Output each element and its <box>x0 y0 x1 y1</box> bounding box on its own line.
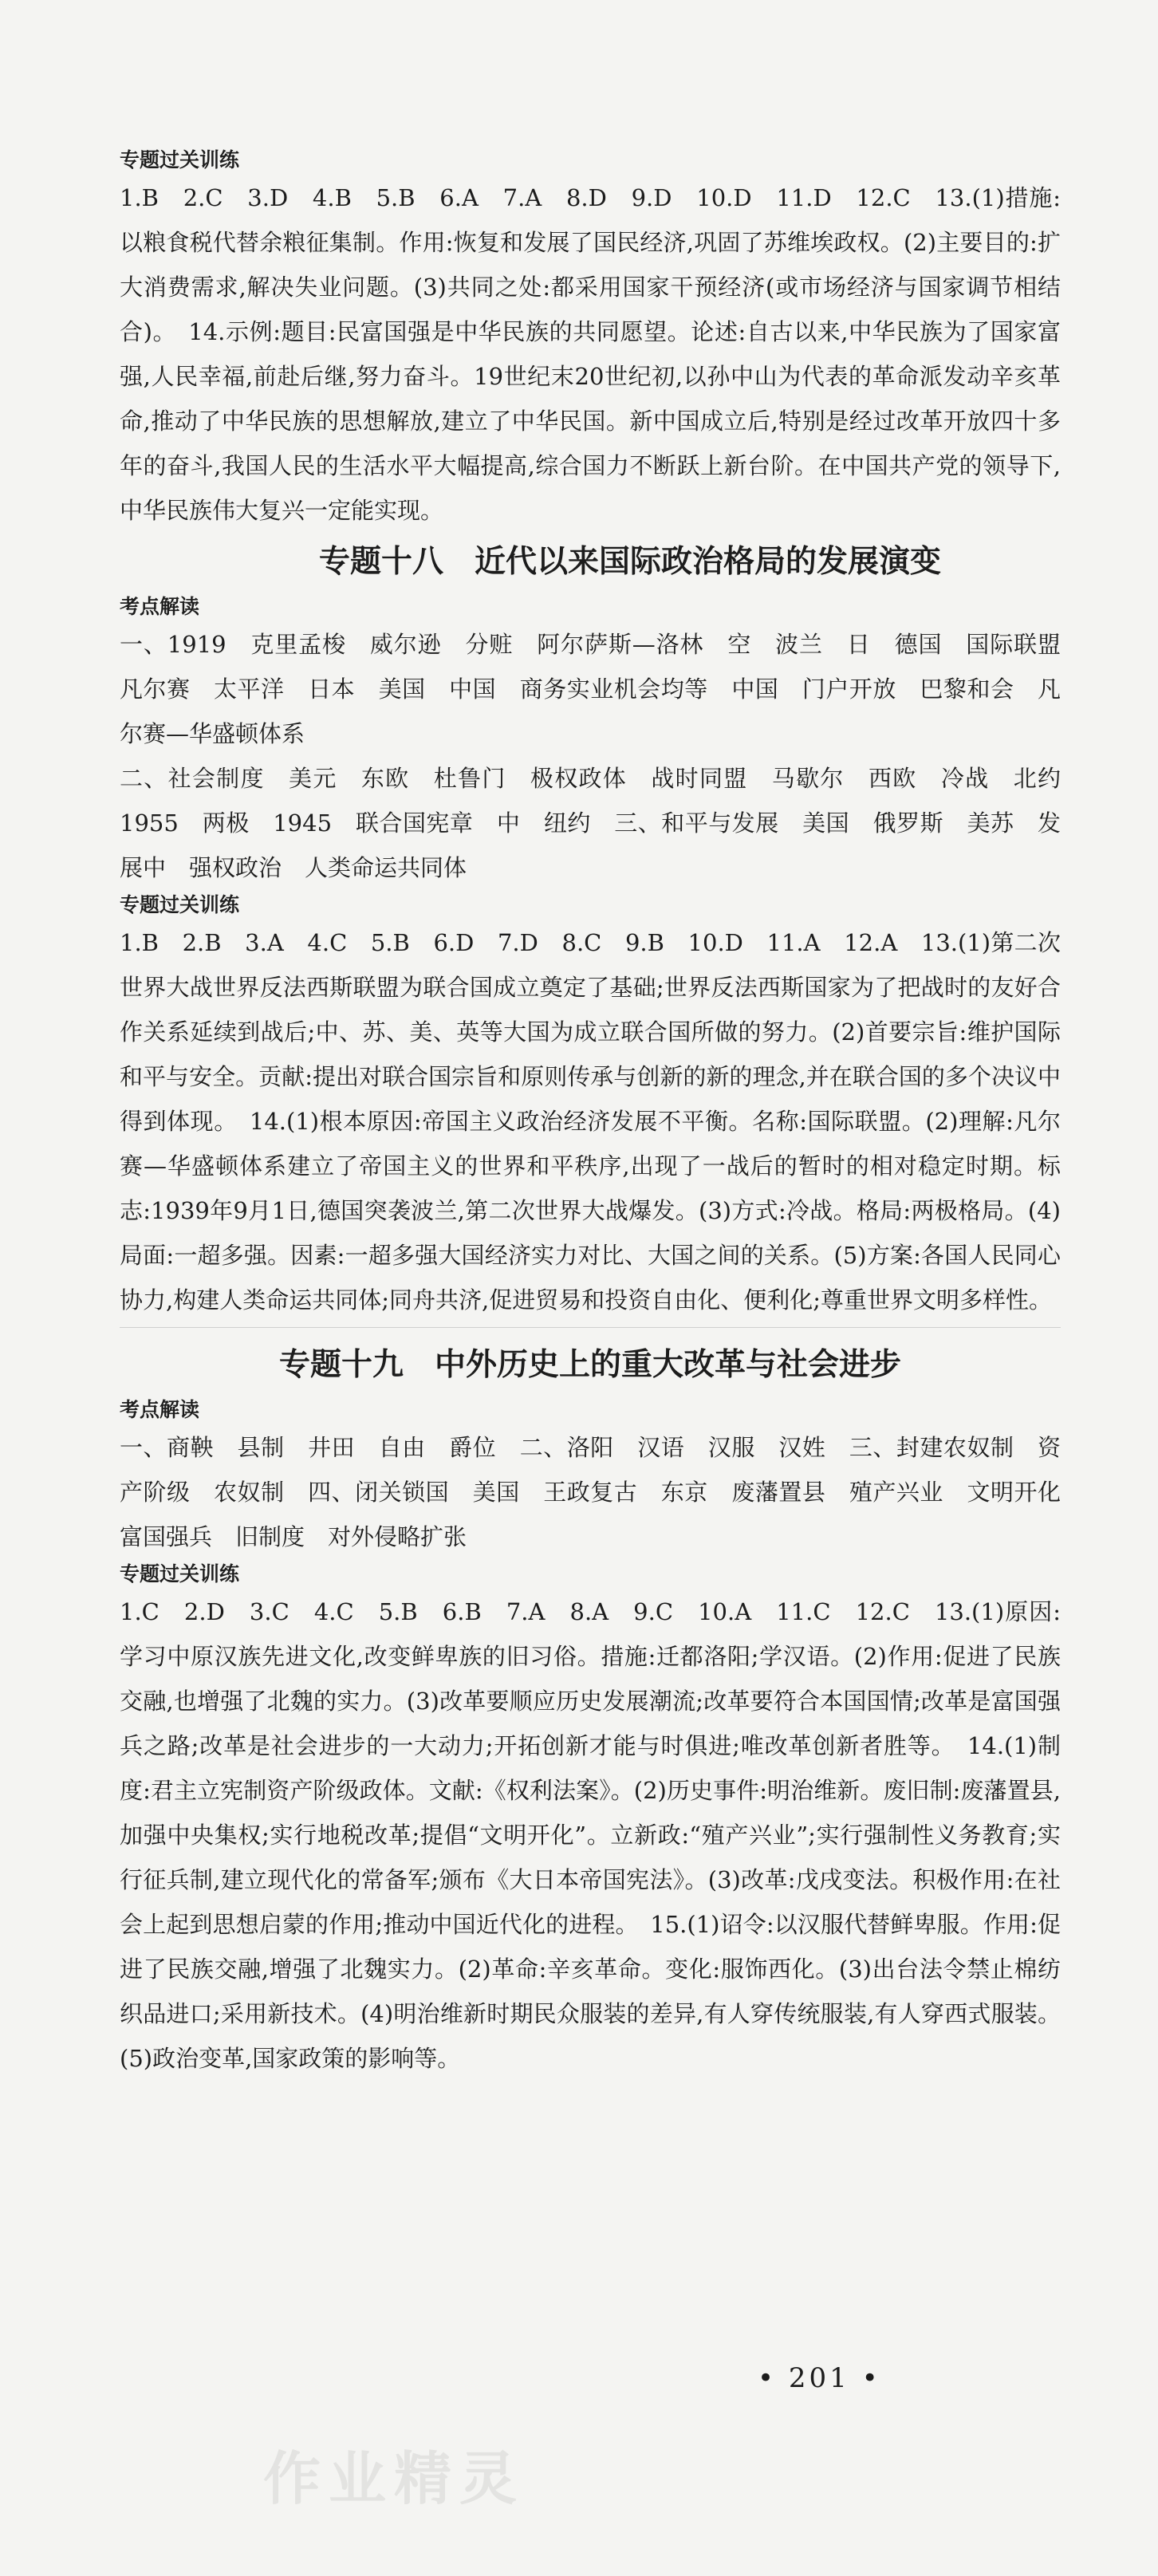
section-title: 专题十八 近代以来国际政治格局的发展演变 <box>318 544 941 580</box>
section-heading: 考点解读 <box>120 595 200 618</box>
section-divider <box>120 1327 1061 1328</box>
answer-paragraph: 1.B 2.C 3.D 4.B 5.B 6.A 7.A 8.D 9.D 10.D 11.D 12.C 13.(1)措施:以粮食税代替余粮征集制。作用:恢复和发展了国民经济,巩固了苏维埃政权。(2)主要目的:扩大消费需求,解决失业问题。(3)共同之处:都采用国家干预经济(或市场经济与国家调节相结合)。 14.示例:题目:民富国强是中华民族的共同愿望。论述:自古以来,中华民族为了国家富强,人民幸福,前赴后继,努力奋斗。19世纪末20世纪初,以孙中山为代表的革命派发动辛亥革命,推动了中华民族的思想解放,建立了中华民国。新中国成立后,特别是经过改革开放四十多年的奋斗,我国人民的生活水平大幅提高,综合国力不断跃上新台阶。在中国共产党的领导下,中华民族伟大复兴一定能实现。 <box>120 184 1061 524</box>
section-heading: 专题过关训练 <box>120 148 240 171</box>
answer-paragraph: 一、1919 克里孟梭 威尔逊 分赃 阿尔萨斯—洛林 空 波兰 日 德国 国际联盟 凡尔赛 太平洋 日本 美国 中国 商务实业机会均等 中国 门户开放 巴黎和会 凡尔赛—华盛顿体系 <box>120 631 1085 747</box>
section-heading: 考点解读 <box>120 1398 200 1421</box>
answer-paragraph: 二、社会制度 美元 东欧 杜鲁门 极权政体 战时同盟 马歇尔 西欧 冷战 北约 1955 两极 1945 联合国宪章 中 纽约 三、和平与发展 美国 俄罗斯 美苏 发展中 强权政治 人类命运共同体 <box>120 765 1085 881</box>
section-18 <box>120 533 1085 1322</box>
watermark: 作业精灵 <box>263 2445 526 2512</box>
page-number: • 201 • <box>758 2362 881 2394</box>
answer-paragraph: 一、商鞅 县制 井田 自由 爵位 二、洛阳 汉语 汉服 汉姓 三、封建农奴制 资产阶级 农奴制 四、闭关锁国 美国 王政复古 东京 废藩置县 殖产兴业 文明开化 富国强兵 旧制度 对外侵略扩张 <box>120 1434 1085 1550</box>
answer-paragraph: 1.B 2.B 3.A 4.C 5.B 6.D 7.D 8.C 9.B 10.D 11.A 12.A 13.(1)第二次世界大战世界反法西斯联盟为联合国成立奠定了基础;世界反法西斯国家为了把战时的友好合作关系延续到战后;中、苏、美、英等大国为成立联合国所做的努力。(2)首要宗旨:维护国际和平与安全。贡献:提出对联合国宗旨和原则传承与创新的新的理念,并在联合国的多个决议中得到体现。 14.(1)根本原因:帝国主义政治经济发展不平衡。名称:国际联盟。(2)理解:凡尔赛—华盛顿体系建立了帝国主义的世界和平秩序,出现了一战后的暂时的相对稳定时期。标志:1939年9月1日,德国突袭波兰,第二次世界大战爆发。(3)方式:冷战。格局:两极格局。(4)局面:一超多强。因素:一超多强大国经济实力对比、大国之间的关系。(5)方案:各国人民同心协力,构建人类命运共同体;同舟共济,促进贸易和投资自由化、便利化;尊重世界文明多样性。 <box>120 929 1061 1314</box>
section-heading: 专题过关训练 <box>120 1562 240 1585</box>
section-17-training <box>120 145 1061 533</box>
answer-page <box>120 145 1085 2081</box>
section-title: 专题十九 中外历史上的重大改革与社会进步 <box>278 1347 901 1383</box>
section-19 <box>120 1336 1085 2081</box>
answer-paragraph: 1.C 2.D 3.C 4.C 5.B 6.B 7.A 8.A 9.C 10.A 11.C 12.C 13.(1)原因:学习中原汉族先进文化,改变鲜卑族的旧习俗。措施:迁都洛阳;学汉语。(2)作用:促进了民族交融,也增强了北魏的实力。(3)改革要顺应历史发展潮流;改革要符合本国国情;改革是富国强兵之路;改革是社会进步的一大动力;开拓创新才能与时俱进;唯改革创新者胜等。 14.(1)制度:君主立宪制资产阶级政体。文献:《权利法案》。(2)历史事件:明治维新。废旧制:废藩置县,加强中央集权;实行地税改革;提倡“文明开化”。立新政:“殖产兴业”;实行强制性义务教育;实行征兵制,建立现代化的常备军;颁布《大日本帝国宪法》。(3)改革:戊戌变法。积极作用:在社会上起到思想启蒙的作用;推动中国近代化的进程。 15.(1)诏令:以汉服代替鲜卑服。作用:促进了民族交融,增强了北魏实力。(2)革命:辛亥革命。变化:服饰西化。(3)出台法令禁止棉纺织品进口;采用新技术。(4)明治维新时期民众服装的差异,有人穿传统服装,有人穿西式服装。(5)政治变革,国家政策的影响等。 <box>120 1598 1061 2072</box>
section-heading: 专题过关训练 <box>120 893 240 916</box>
